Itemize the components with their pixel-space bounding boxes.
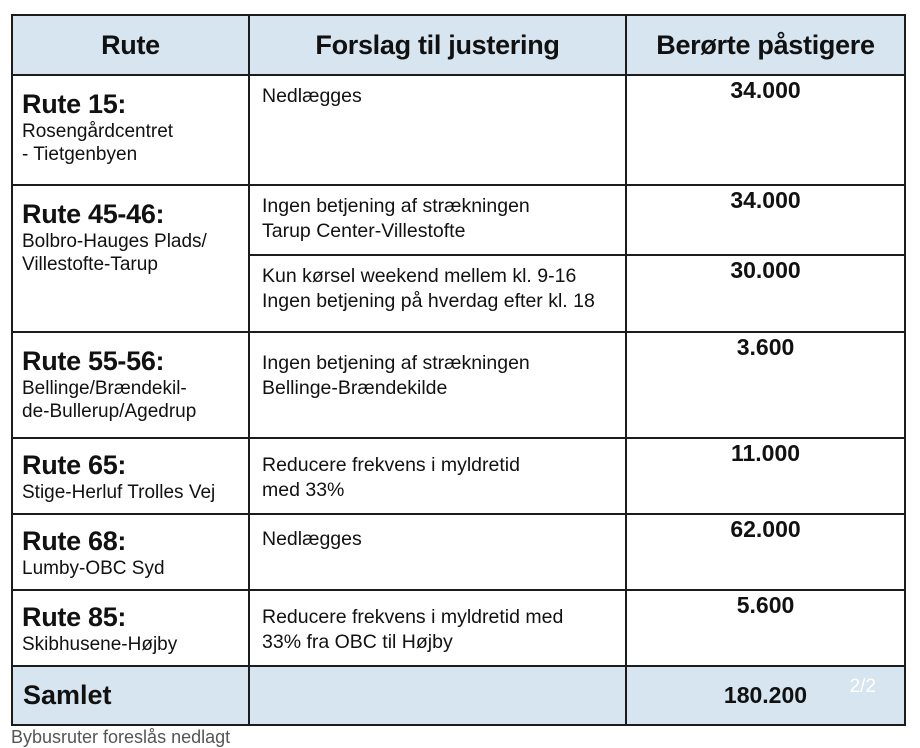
route-title: Rute 65: — [22, 450, 127, 480]
affected-count: 30.000 — [626, 255, 905, 332]
route-title: Rute 45-46: — [22, 199, 165, 229]
route-description: Bolbro-Hauges Plads/ Villestofte-Tarup — [22, 231, 207, 275]
route-description: Bellinge/Brændekil- de-Bullerup/Agedrup — [22, 378, 197, 422]
table-row — [12, 185, 905, 255]
affected-count: 5.600 — [626, 590, 905, 666]
route-title: Rute 68: — [22, 526, 127, 556]
proposal-cell: Nedlægges — [249, 75, 626, 185]
table-row — [12, 75, 905, 185]
route-cell — [12, 332, 249, 438]
affected-count: 3.600 — [626, 332, 905, 438]
table-row — [12, 514, 905, 590]
affected-count: 11.000 — [626, 438, 905, 514]
route-description: Lumby-OBC Syd — [22, 558, 165, 579]
route-cell — [12, 75, 249, 185]
route-cell — [12, 590, 249, 666]
total-count: 180.200 — [723, 682, 808, 708]
route-cell — [12, 185, 249, 332]
proposal-cell: Ingen betjening af strækningen Tarup Center-Villestofte — [249, 185, 626, 255]
proposal-cell: Nedlægges — [249, 514, 626, 590]
route-cell — [12, 514, 249, 590]
route-title: Rute 85: — [22, 602, 127, 632]
table-header-row — [12, 15, 905, 75]
proposal-cell: Kun kørsel weekend mellem kl. 9-16 Ingen betjening på hverdag efter kl. 18 — [249, 255, 626, 332]
route-description: Skibhusene-Højby — [22, 634, 178, 655]
table-row — [12, 438, 905, 514]
page-indicator: 2/2 — [849, 676, 876, 697]
proposal-cell: Ingen betjening af strækningen Bellinge-Brændekilde — [249, 332, 626, 438]
route-description: Rosengårdcentret - Tietgenbyen — [22, 121, 174, 165]
proposal-cell: Reducere frekvens i myldretid med 33% fra OBC til Højby — [249, 590, 626, 666]
total-row — [12, 666, 905, 725]
image-caption: Bybusruter foreslås nedlagt — [11, 727, 231, 747]
table-row — [12, 332, 905, 438]
total-count-cell — [626, 666, 905, 725]
proposal-cell: Reducere frekvens i myldretid med 33% — [249, 438, 626, 514]
header-proposal: Forslag til justering — [249, 15, 626, 75]
affected-count: 34.000 — [626, 75, 905, 185]
route-description: Stige-Herluf Trolles Vej — [22, 482, 216, 503]
total-empty-cell — [249, 666, 626, 725]
route-title: Rute 15: — [22, 89, 127, 119]
affected-count: 34.000 — [626, 185, 905, 255]
total-label-cell — [12, 666, 249, 725]
route-adjustment-table — [11, 14, 906, 726]
table-row — [12, 590, 905, 666]
total-label: Samlet — [23, 680, 112, 710]
header-route: Rute — [12, 15, 249, 75]
route-cell — [12, 438, 249, 514]
affected-count: 62.000 — [626, 514, 905, 590]
route-title: Rute 55-56: — [22, 346, 165, 376]
header-affected: Berørte påstigere — [626, 15, 905, 75]
